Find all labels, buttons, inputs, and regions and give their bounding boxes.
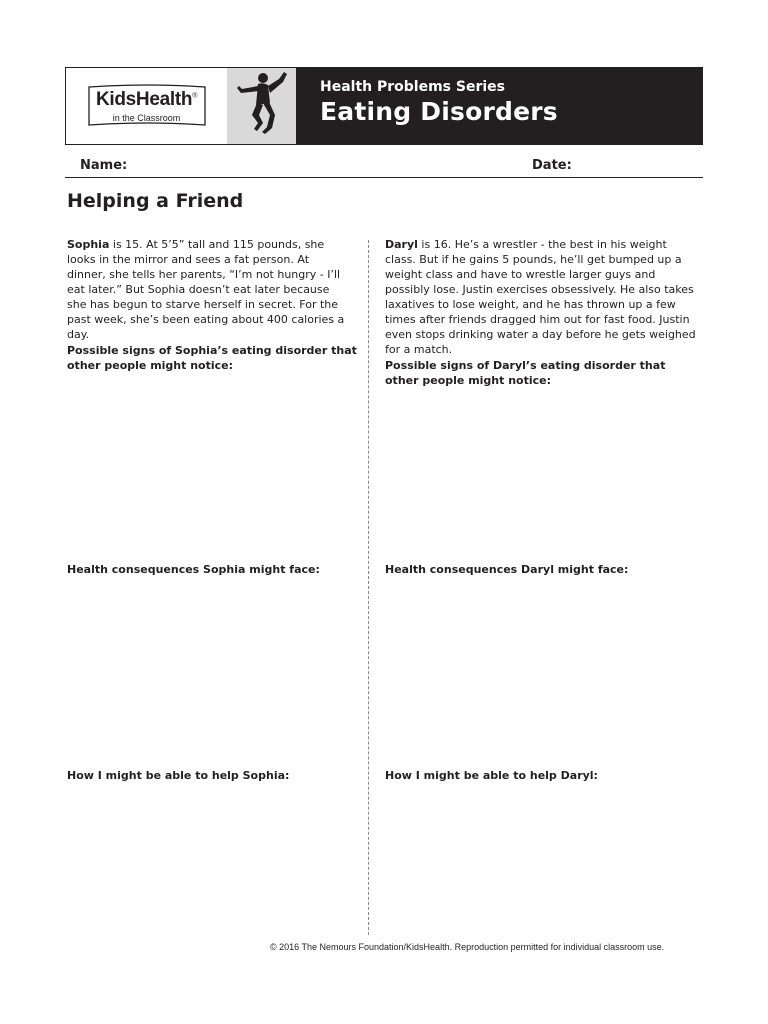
logo-tagline: in the Classroom xyxy=(112,113,181,123)
jumping-figure-cell xyxy=(227,68,296,144)
prompt-signs-sophia: Possible signs of Sophia’s eating disorder that other people might notice: xyxy=(67,344,357,372)
logo-wordmark: KidsHealth® xyxy=(95,89,198,110)
sophia-story xyxy=(67,237,349,342)
name-date-bar xyxy=(65,157,703,178)
logo-cell xyxy=(66,68,227,144)
worksheet-header xyxy=(65,67,703,145)
kidshealth-logo xyxy=(85,83,209,129)
daryl-story xyxy=(385,237,697,357)
prompt-help-daryl: How I might be able to help Daryl: xyxy=(385,769,598,782)
page-title: Eating Disorders xyxy=(320,97,558,126)
copyright-footer: © 2016 The Nemours Foundation/KidsHealth. Reproduction permitted for individual classroom use. xyxy=(270,942,665,952)
section-title: Helping a Friend xyxy=(67,190,244,212)
title-banner xyxy=(296,68,702,144)
date-label: Date: xyxy=(532,158,572,173)
series-label: Health Problems Series xyxy=(320,79,505,95)
story-text: is 16. He’s a wrestler - the best in his weight class. But if he gains 5 pounds, he’ll get bumped up a weight class and have to wrestle larger guys and possibly lose. Justin exercises obsessively. He also takes laxatives to lose weight, and he has thrown up a few times after friends dragged him out for fast food. Justin even stops drinking water a day before he gets weighed for a match. xyxy=(385,238,696,356)
story-text: is 15. At 5’5” tall and 115 pounds, she looks in the mirror and sees a fat person. At dinner, she tells her parents, “I’m not hungry - I’ll eat later.” But Sophia doesn’t eat later because she has begun to starve herself in secret. For the past week, she’s been eating about 400 calories a day. xyxy=(67,238,345,341)
column-divider xyxy=(368,240,369,935)
story-name: Sophia xyxy=(67,238,110,251)
prompt-signs-daryl: Possible signs of Daryl’s eating disorder that other people might notice: xyxy=(385,359,666,387)
name-label: Name: xyxy=(80,158,128,173)
jumping-person-icon xyxy=(232,69,292,143)
prompt-consequences-sophia: Health consequences Sophia might face: xyxy=(67,563,320,576)
right-column xyxy=(385,237,697,357)
prompt-help-sophia: How I might be able to help Sophia: xyxy=(67,769,290,782)
prompt-consequences-daryl: Health consequences Daryl might face: xyxy=(385,563,629,576)
left-column xyxy=(67,237,349,342)
story-name: Daryl xyxy=(385,238,418,251)
